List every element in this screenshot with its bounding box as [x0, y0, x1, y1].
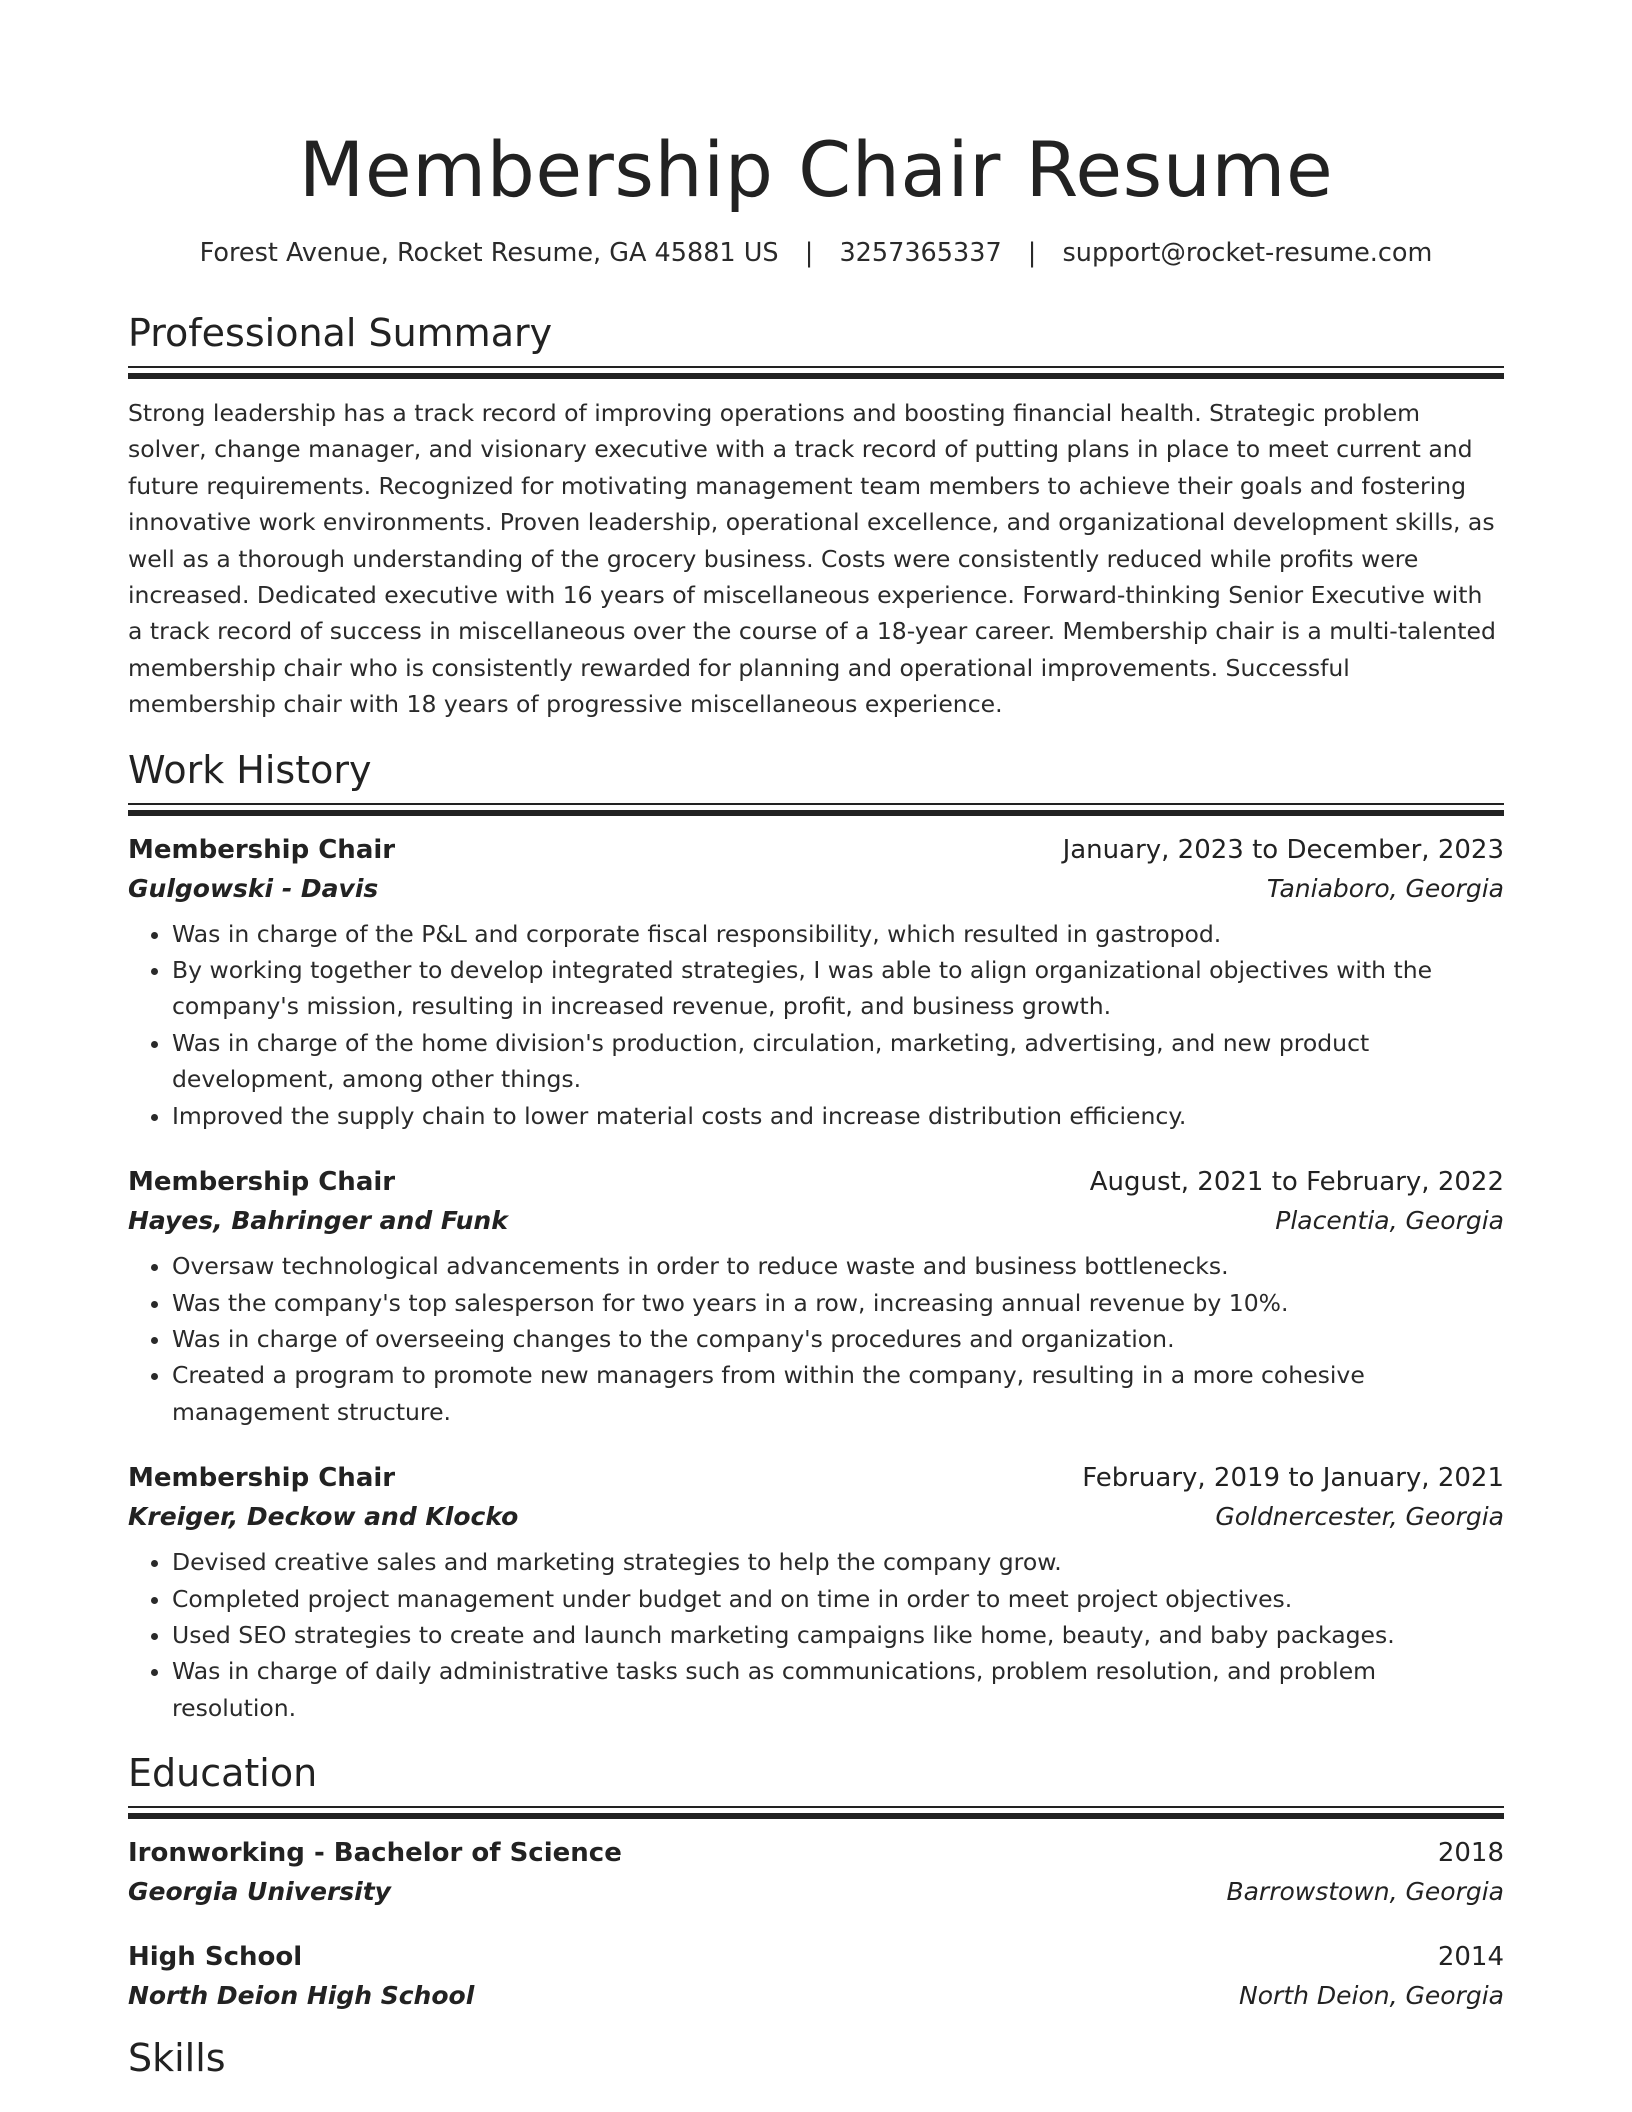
job-bullet: • Was in charge of daily administrative tasks such as communications, problem resolution, and problem resolution.: [172, 1653, 1504, 1726]
job-bullet: • Oversaw technological advancements in order to reduce waste and business bottlenecks.: [172, 1248, 1504, 1284]
section-divider: [128, 1806, 1504, 1819]
job-bullet: • Was the company's top salesperson for two years in a row, increasing annual revenue by 10%.: [172, 1285, 1504, 1321]
job-bullets: [128, 1544, 1504, 1726]
job-location: Goldnercester, Georgia: [1215, 1502, 1504, 1532]
skills-section: [128, 2033, 1504, 2083]
summary-text: Strong leadership has a track record of improving operations and boosting financial health. Strategic problem solver, change manager, and visionary executive with a track record of putting plans in place to meet current and future requirements. Recognized for motivating management team members to achieve their goals and fostering innovative work environments. Proven leadership, operational excellence, and organizational development skills, as well as a thorough understanding of the grocery business. Costs were consistently reduced while profits were increased. Dedicated executive with 16 years of miscellaneous experience. Forward-thinking Senior Executive with a track record of success in miscellaneous over the course of a 18-year career. Membership chair is a multi-talented membership chair who is consistently rewarded for planning and operational improvements. Successful membership chair with 18 years of progressive miscellaneous experience.: [128, 399, 1496, 719]
contact-email: support@rocket-resume.com: [1062, 238, 1433, 268]
job-bullets: [128, 1248, 1504, 1430]
summary-section: [128, 308, 1504, 723]
company-name: Kreiger, Deckow and Klocko: [128, 1502, 519, 1532]
education-section: [128, 1748, 1504, 2013]
job-entry: [128, 1164, 1504, 1430]
education-heading: Education: [128, 1751, 318, 1796]
job-bullet: • By working together to develop integrated strategies, I was able to align organizational objectives with the company's mission, resulting in increased revenue, profit, and business growth.: [172, 952, 1504, 1025]
job-entry: [128, 1460, 1504, 1726]
degree-name: Ironworking - Bachelor of Science: [128, 1838, 622, 1869]
job-bullet: • Used SEO strategies to create and launch marketing campaigns like home, beauty, and baby packages.: [172, 1617, 1504, 1653]
job-bullet: • Completed project management under budget and on time in order to meet project objectives.: [172, 1581, 1504, 1617]
job-location: Placentia, Georgia: [1275, 1206, 1504, 1236]
job-bullets: [128, 916, 1504, 1134]
school-name: North Deion High School: [128, 1981, 475, 2011]
summary-heading: Professional Summary: [128, 311, 553, 355]
contact-phone: 3257365337: [839, 238, 1002, 268]
section-divider: [128, 366, 1504, 379]
job-bullet: • Devised creative sales and marketing strategies to help the company grow.: [172, 1544, 1504, 1580]
job-title: Membership Chair: [128, 1463, 396, 1494]
contact-separator: |: [1027, 238, 1037, 268]
job-dates: January, 2023 to December, 2023: [1062, 834, 1504, 865]
education-entry: [128, 1835, 1504, 1909]
job-entry: [128, 832, 1504, 1134]
skills-heading: Skills: [128, 2036, 226, 2081]
job-dates: August, 2021 to February, 2022: [1089, 1167, 1504, 1198]
work-history-section: [128, 745, 1504, 1727]
contact-address: Forest Avenue, Rocket Resume, GA 45881 US: [199, 238, 779, 268]
school-location: North Deion, Georgia: [1239, 1981, 1504, 2011]
school-location: Barrowstown, Georgia: [1226, 1877, 1504, 1907]
work-history-heading: Work History: [128, 747, 372, 792]
graduation-year: 2014: [1437, 1942, 1504, 1973]
job-bullet: • Was in charge of overseeing changes to the company's procedures and organization.: [172, 1321, 1504, 1357]
job-title: Membership Chair: [128, 1167, 396, 1198]
job-bullet: • Improved the supply chain to lower material costs and increase distribution efficiency.: [172, 1098, 1504, 1134]
section-divider: [128, 803, 1504, 816]
contact-separator: |: [804, 238, 814, 268]
job-title: Membership Chair: [128, 834, 396, 865]
contact-line: [128, 236, 1504, 270]
company-name: Hayes, Bahringer and Funk: [128, 1206, 508, 1236]
job-bullet: • Was in charge of the home division's production, circulation, marketing, advertising, and new product development, among other things.: [172, 1025, 1504, 1098]
resume-title: Membership Chair Resume: [298, 125, 1334, 214]
resume-page: [128, 0, 1504, 2083]
job-bullet: • Was in charge of the P&L and corporate fiscal responsibility, which resulted in gastropod.: [172, 916, 1504, 952]
company-name: Gulgowski - Davis: [128, 873, 379, 903]
job-bullet: • Created a program to promote new managers from within the company, resulting in a more cohesive management structure.: [172, 1357, 1504, 1430]
school-name: Georgia University: [128, 1877, 391, 1907]
graduation-year: 2018: [1437, 1838, 1504, 1869]
degree-name: High School: [128, 1942, 303, 1973]
education-entry: [128, 1939, 1504, 2013]
job-location: Taniaboro, Georgia: [1266, 873, 1504, 903]
job-dates: February, 2019 to January, 2021: [1082, 1463, 1504, 1494]
